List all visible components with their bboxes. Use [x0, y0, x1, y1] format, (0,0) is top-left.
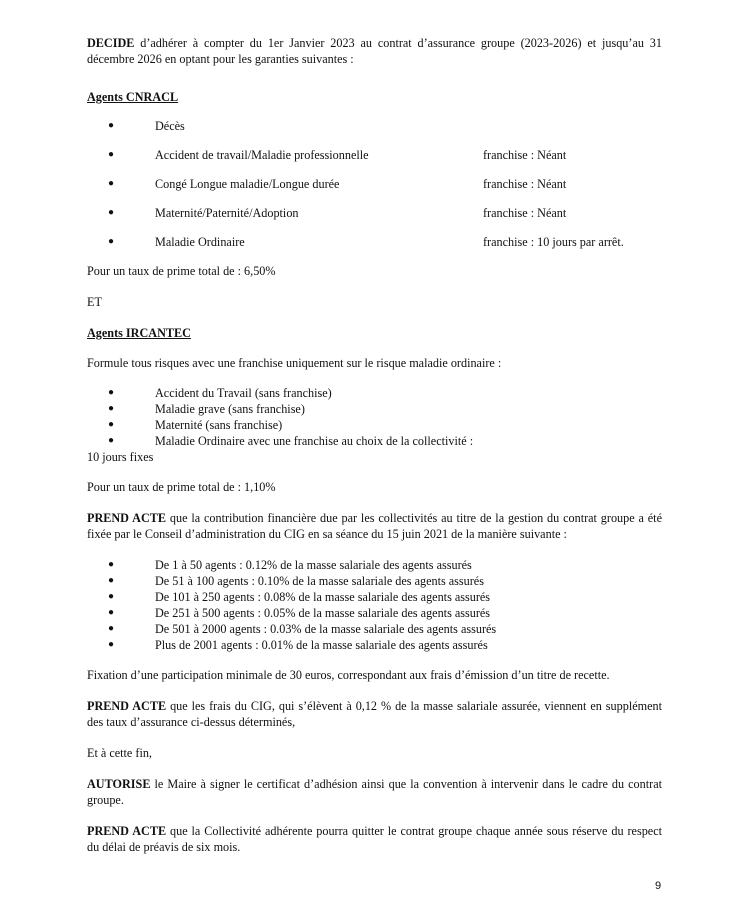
list-item: [87, 621, 662, 637]
prend-acte-paragraph-3: [87, 823, 662, 855]
bullet-icon: ●: [108, 419, 115, 430]
prend-acte-keyword: PREND ACTE: [87, 511, 167, 525]
prend-acte-text: que la contribution financière due par les collectivités au titre de la gestion du contrat groupe a été fixée par le Conseil d’administration du CIG en sa séance du 15 juin 2021 de la manière suivante :: [87, 511, 662, 541]
autorise-keyword: AUTORISE: [87, 777, 151, 791]
contribution-label: De 51 à 100 agents : 0.10% de la masse salariale des agents assurés: [155, 574, 484, 588]
bullet-icon: ●: [108, 575, 115, 586]
franchise-value: franchise : Néant: [483, 177, 567, 191]
list-item: [87, 589, 662, 605]
franchise-value: franchise : Néant: [483, 206, 567, 220]
decide-text: d’adhérer à compter du 1er Janvier 2023 au contrat d’assurance groupe (2023-2026) et jusqu’au 31 décembre 2026 en optant pour les garanties suivantes :: [87, 36, 662, 66]
fixation-text: Fixation d’une participation minimale de 30 euros, correspondant aux frais d’émission d’un titre de recette.: [87, 668, 610, 682]
bullet-icon: ●: [108, 207, 115, 218]
list-item: [87, 385, 662, 401]
guarantee-label: Accident de travail/Maladie professionnelle: [155, 148, 369, 162]
contribution-list: [87, 557, 662, 653]
decide-paragraph: [87, 35, 662, 67]
list-item: [87, 147, 662, 163]
prend-acte-paragraph-1: [87, 510, 662, 542]
bullet-icon: ●: [108, 120, 115, 131]
guarantee-label: Maternité (sans franchise): [155, 418, 283, 432]
list-item: [87, 118, 662, 134]
autorise-paragraph: [87, 776, 662, 808]
bullet-icon: ●: [108, 236, 115, 247]
document-page: [87, 35, 662, 855]
bullet-icon: ●: [108, 559, 115, 570]
prend-acte-text: que la Collectivité adhérente pourra quitter le contrat groupe chaque année sous réserve du respect du délai de préavis de six mois.: [87, 824, 662, 854]
franchise-value: franchise : Néant: [483, 148, 567, 162]
contribution-label: De 1 à 50 agents : 0.12% de la masse salariale des agents assurés: [155, 558, 472, 572]
bullet-icon: ●: [108, 435, 115, 446]
bullet-icon: ●: [108, 178, 115, 189]
guarantee-label: Décès: [155, 119, 185, 133]
decide-keyword: DECIDE: [87, 36, 135, 50]
et-text: ET: [87, 295, 102, 309]
list-item: [87, 417, 662, 433]
bullet-icon: ●: [108, 623, 115, 634]
guarantee-label: Maladie grave (sans franchise): [155, 402, 305, 416]
contribution-label: De 501 à 2000 agents : 0.03% de la masse salariale des agents assurés: [155, 622, 497, 636]
prend-acte-keyword: PREND ACTE: [87, 699, 167, 713]
list-item: [87, 401, 662, 417]
guarantee-label: Congé Longue maladie/Longue durée: [155, 177, 340, 191]
page-number: 9: [655, 880, 662, 892]
list-item: [87, 433, 662, 449]
bullet-icon: ●: [108, 387, 115, 398]
bullet-icon: ●: [108, 607, 115, 618]
bullet-icon: ●: [108, 639, 115, 650]
bullet-icon: ●: [108, 149, 115, 160]
cnracl-guarantee-list: [87, 118, 662, 250]
cnracl-heading: Agents CNRACL: [87, 90, 179, 104]
contribution-label: De 251 à 500 agents : 0.05% de la masse salariale des agents assurés: [155, 606, 491, 620]
prend-acte-text: que les frais du CIG, qui s’élèvent à 0,12 % de la masse salariale assurée, viennent en supplément des taux d’assurance ci-dessus déterminés,: [87, 699, 662, 729]
guarantee-label: Maternité/Paternité/Adoption: [155, 206, 299, 220]
list-item: [87, 573, 662, 589]
list-item: [87, 234, 662, 250]
list-item: [87, 205, 662, 221]
guarantee-label: Maladie Ordinaire: [155, 235, 245, 249]
autorise-text: le Maire à signer le certificat d’adhésion ainsi que la convention à intervenir dans le cadre du contrat groupe.: [87, 777, 662, 807]
ircantec-formula: Formule tous risques avec une franchise uniquement sur le risque maladie ordinaire :: [87, 356, 502, 370]
list-item: [87, 637, 662, 653]
prend-acte-keyword: PREND ACTE: [87, 824, 167, 838]
contribution-label: De 101 à 250 agents : 0.08% de la masse salariale des agents assurés: [155, 590, 491, 604]
list-item: [87, 605, 662, 621]
et-fin-text: Et à cette fin,: [87, 746, 152, 760]
list-item: [87, 176, 662, 192]
bullet-icon: ●: [108, 591, 115, 602]
guarantee-label: Accident du Travail (sans franchise): [155, 386, 332, 400]
bullet-icon: ●: [108, 403, 115, 414]
ircantec-heading: Agents IRCANTEC: [87, 326, 191, 340]
guarantee-label: Maladie Ordinaire avec une franchise au choix de la collectivité :: [155, 434, 474, 448]
ircantec-rate: Pour un taux de prime total de : 1,10%: [87, 480, 276, 494]
list-item: [87, 557, 662, 573]
ircantec-guarantee-list: [87, 385, 662, 449]
franchise-choice: 10 jours fixes: [87, 450, 154, 464]
contribution-label: Plus de 2001 agents : 0.01% de la masse salariale des agents assurés: [155, 638, 488, 652]
prend-acte-paragraph-2: [87, 698, 662, 730]
cnracl-rate: Pour un taux de prime total de : 6,50%: [87, 264, 276, 278]
franchise-value: franchise : 10 jours par arrêt.: [483, 235, 624, 249]
